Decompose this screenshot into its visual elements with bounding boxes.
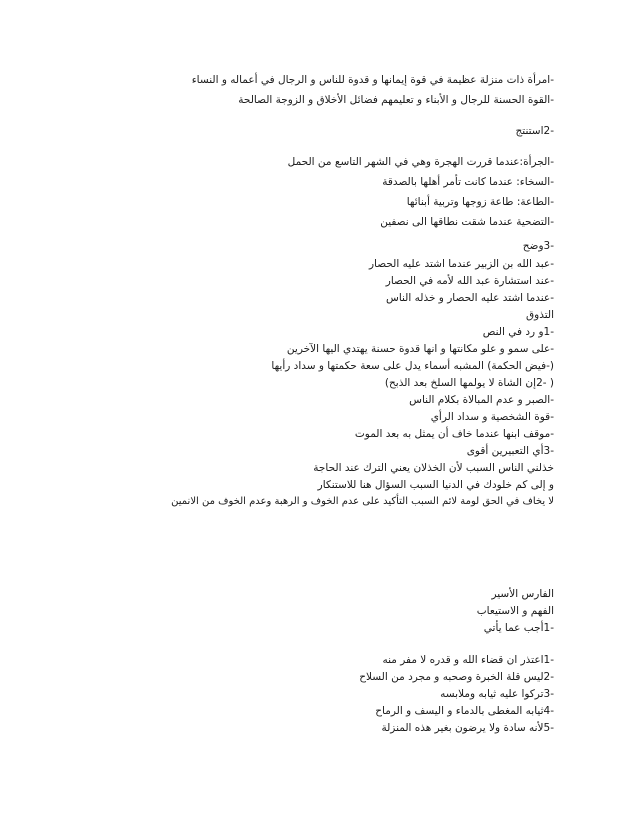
text-line: خذلني الناس السبب لأن الخذلان يعني الترك عند الحاجة [313,462,554,474]
answer-line: -4ثيابه المغطى بالدماء و اليسف و الرماح [375,705,554,717]
text-line: ( -2إن الشاة لا يولمها السلخ بعد الذبح) [384,377,554,389]
answer-line: -5لأنه سادة ولا يرضون بغير هذه المنزلة [381,722,554,734]
text-line: -التضحية عندما شقت نطاقها الى نصفين [380,216,554,228]
text-line: -عند استشارة عبد الله لأمه في الحصار [385,275,554,287]
text-line: -1و رد في النص [482,326,554,338]
text-line: (-فيض الحكمة) المشبه أسماء يدل على سعة حكمتها و سداد رأيها [271,360,554,372]
section-heading: -3وضح [522,240,554,252]
text-line: -على سمو و علو مكانتها و انها قدوة حسنة يهتدي اليها الآخرين [286,343,554,355]
subsection-heading: الفهم و الاستيعاب [476,605,554,617]
text-line: -الطاعة: طاعة زوجها وتربية أبنائها [406,196,554,208]
text-line: -عندما اشتد عليه الحصار و خذله الناس [386,292,554,304]
lesson-title: الفارس الأسير [491,588,554,600]
section-heading: -2استنتج [515,125,554,137]
answer-line: -1اعتذر ان قضاء الله و قدره لا مفر منه [382,654,554,666]
answer-line: -3تركوا عليه ثيابه وملابسه [440,688,554,700]
text-line: -1أجب عما يأتي [483,622,554,634]
text-line: -الجرأة:عندما قررت الهجرة وهي في الشهر التاسع من الحمل [287,156,554,168]
text-line: -موقف ابنها عندما خاف أن يمثل به بعد الموت [354,428,554,440]
text-line: -الصبر و عدم المبالاة بكلام الناس [409,394,554,406]
text-line: -امرأة ذات منزلة عظيمة في قوة إيمانها و قدوة للناس و الرجال في أعماله و النساء [191,74,554,86]
subsection-heading: التذوق [525,309,554,321]
text-line: -القوة الحسنة للرجال و الأبناء و تعليمهم فضائل الأخلاق و الزوجة الصالحة [238,94,554,106]
text-line: لا يخاف في الحق لومة لائم السبب التأكيد على عدم الخوف و الرهبة وعدم الخوف من الانمين [171,496,554,507]
text-line: -السخاء: عندما كانت تأمر أهلها بالصدقة [382,176,554,188]
text-line: -3أي التعبيرين أقوى [466,445,554,457]
text-line: و إلى كم خلودك في الدنيا السبب السؤال هنا للاستنكار [317,479,554,491]
answer-line: -2ليس قلة الخبرة وصحبه و مجرد من السلاح [359,671,554,683]
text-line: -عبد الله بن الزبير عندما اشتد عليه الحصار [368,258,554,270]
text-line: -قوة الشخصية و سداد الرأي [430,411,554,423]
